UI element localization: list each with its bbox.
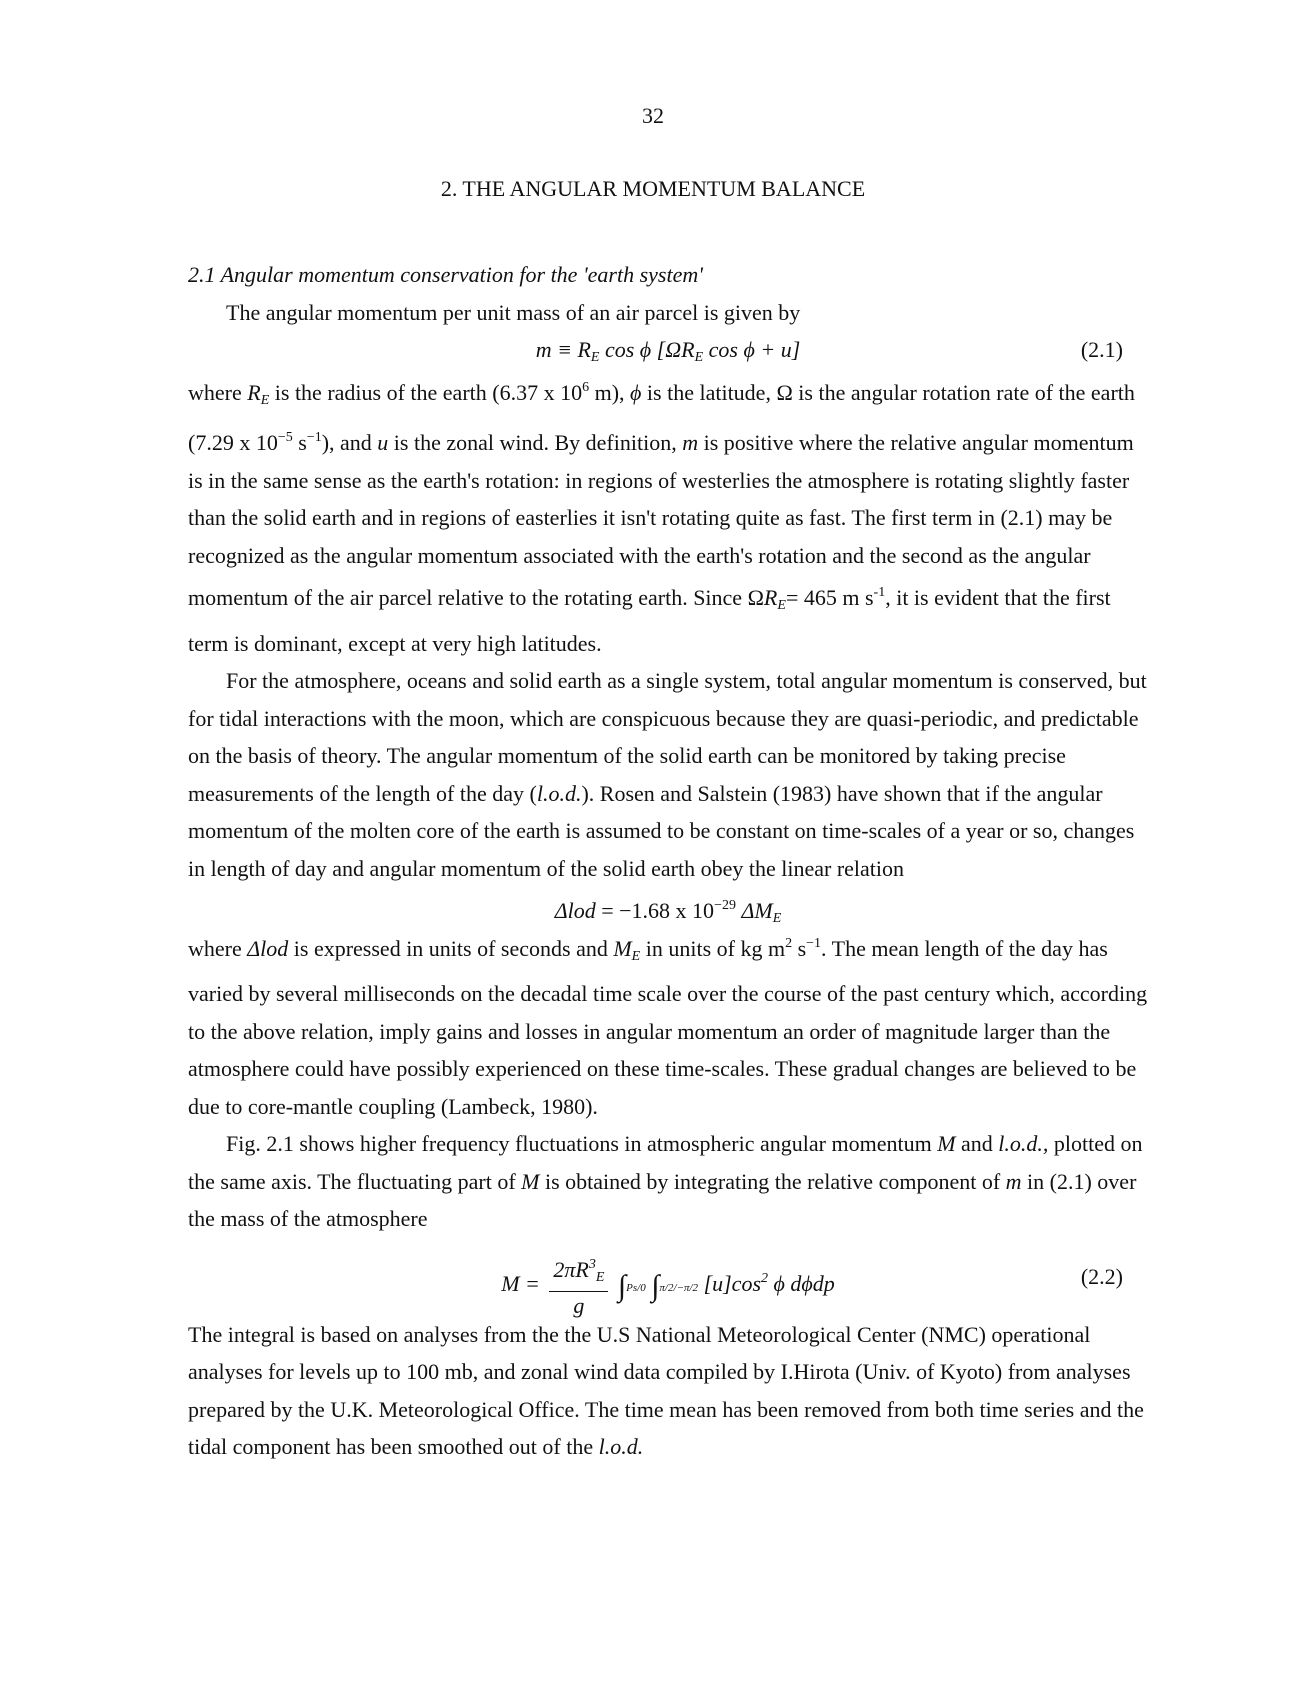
integral-sign-latitude: ∫ [651, 1268, 660, 1302]
eq1-sub2: E [694, 350, 704, 365]
paragraph-definitions: where $R_E$ is the radius of the earth (6.37 x $10^6$ m), ϕ is the latitude, Ω is the angular rotation rate of the earth (7.29 x $10^{-5}$ $s^{-1}$), and u is the zonal wind. By definition, m is positive where the relative angular momentum is in the same sense as the earth's rotation: in regions of westerlies the atmosphere is rotating slightly faster than the solid earth and in regions of easterlies it isn't rotating quite as fast. The first term in (2.1) may be recognized as the angular momentum associated with the earth's rotation and the second as the angular momentum of the air parcel relative to the rotating earth. Since $\Omega R_E= 465$ m $s^{-1}$, it is evident that the first term is dominant, except at very high latitudes. [188, 379, 1135, 656]
paragraph-conservation: For the atmosphere, oceans and solid earth as a single system, total angular momentum is conserved, but for tidal interactions with the moon, which are conspicuous because they are quasi-periodic, and predictable on the basis of theory. The angular momentum of the solid earth can be monitored by taking precise measurements of the length of the day (l.o.d.). Rosen and Salstein (1983) have shown that if the angular momentum of the molten core of the earth is assumed to be constant on time-scales of a year or so, changes in length of day and angular momentum of the solid earth obey the linear relation [188, 668, 1147, 881]
eq1-lhs: m ≡ R [535, 337, 591, 362]
section-title: 2.1 Angular momentum conservation for the 'earth system' [188, 262, 703, 287]
chapter-title: 2. THE ANGULAR MOMENTUM BALANCE [440, 176, 866, 201]
eq1-rhs: cos ϕ + u] [703, 337, 801, 362]
equation-number: (2.1) [1080, 337, 1123, 362]
integral-sign-pressure: ∫ [617, 1268, 627, 1302]
paragraph-analyses: The integral is based on analyses from the the U.S National Meteorological Center (NMC) operational analyses for levels up to 100 mb, and zonal wind data compiled by I.Hirota (Univ. of Kyoto) from analyses prepared by the U.K. Meteorological Office. The time mean has been removed from both time series and the tidal component has been smoothed out of the l.o.d. [188, 1321, 1144, 1459]
paragraph-intro [188, 294, 1148, 332]
equation-number: (2.2) [1080, 1263, 1123, 1289]
equation-2-2 [188, 1238, 1148, 1316]
equation-2-1-math [188, 331, 1148, 377]
paragraph-lod: where Δlod is expressed in units of seconds and $M_E$ in units of kg $m^2$ $s^{-1}$. The mean length of the day has varied by several milliseconds on the decadal time scale over the course of the past century which, according to the above relation, imply gains and losses in angular momentum an order of magnitude larger than the atmosphere could have possibly experienced on these time-scales. These gradual changes are believed to be due to core-mantle coupling (Lambeck, 1980). [188, 935, 1148, 1119]
equation-lod-math: Δlod = −1.68 x $10^{-29}$ $\Delta M_E$ [554, 898, 782, 926]
page-number: 32 [642, 103, 664, 128]
equation-lod [188, 887, 1148, 925]
equation-2-2-math: M = $\frac{2\pi R^3_E}{g}$ ∫Ps/0 ∫π/2/−π/2 $[u]\cos^2$ ϕ dϕdp [188, 1252, 1148, 1320]
eq2-fraction: $\frac{2\pi R^3_E}{g}$ [549, 1252, 608, 1320]
body-text [188, 256, 1148, 1466]
eq1-mid: cos ϕ [ΩR [599, 337, 695, 362]
equation-2-1 [188, 331, 1148, 369]
intro-text: The angular momentum per unit mass of an air parcel is given by [226, 299, 801, 325]
eq1-sub: E [590, 350, 600, 365]
paragraph-fig: Fig. 2.1 shows higher frequency fluctuations in atmospheric angular momentum M and l.o.d., plotted on the same axis. The fluctuating part of M is obtained by integrating the relative component of m in (2.1) over the mass of the atmosphere [188, 1131, 1143, 1231]
